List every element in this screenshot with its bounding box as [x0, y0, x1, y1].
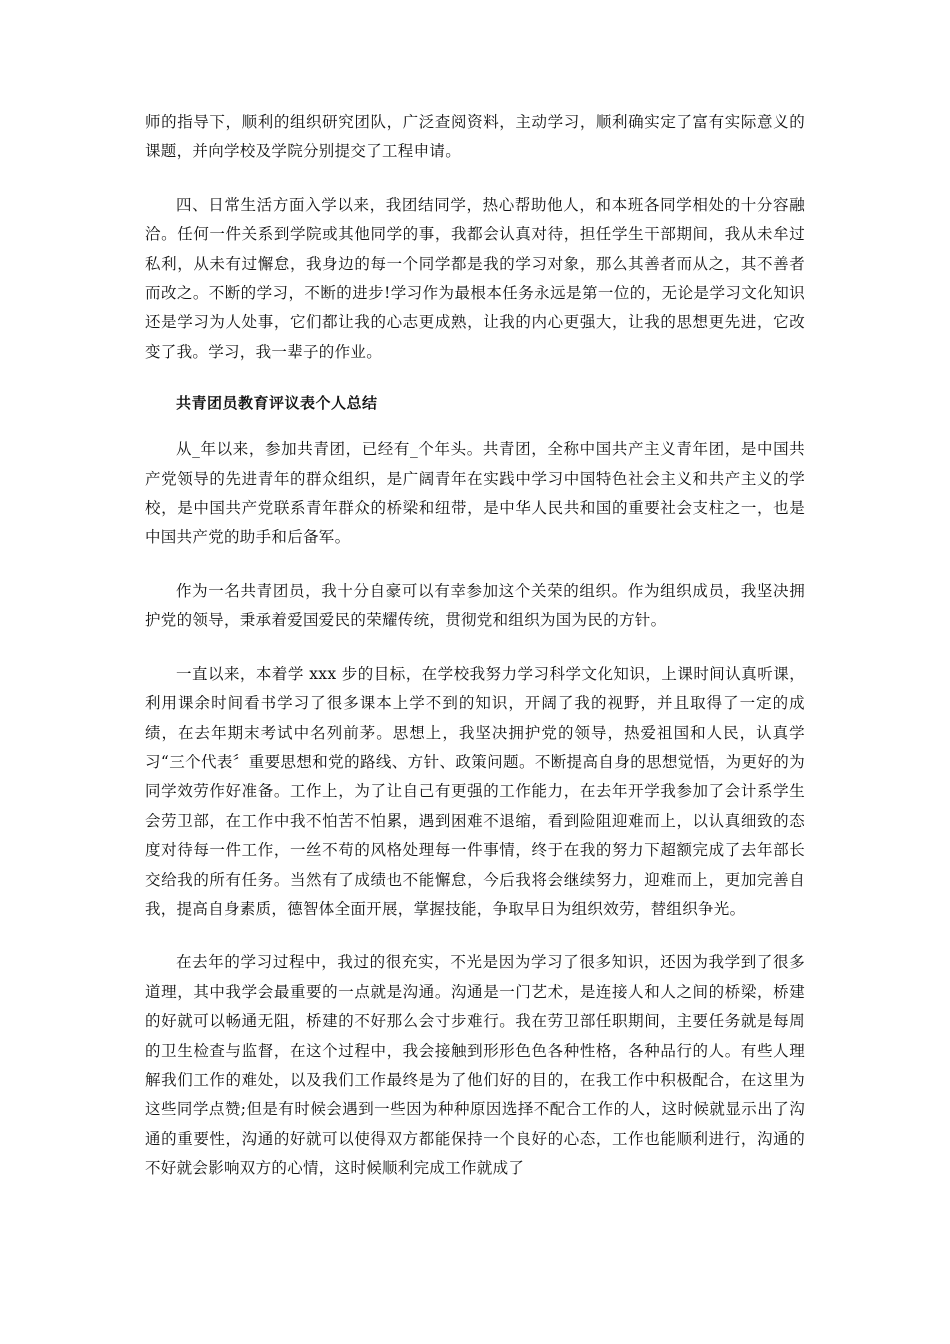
paragraph-member-pride: 作为一名共青团员，我十分自豪可以有幸参加这个关荣的组织。作为组织成员，我坚决拥护党的领导，秉承着爱国爱民的荣耀传统，贯彻党和组织为国为民的方针。: [145, 581, 805, 630]
paragraph-league-intro: 从_年以来，参加共青团，已经有_个年头。共青团，全称中国共产主义青年团，是中国共产党领导的先进青年的群众组织，是广阔青年在实践中学习中国特色社会主义和共产主义的学校，是中国共产党联系青年群众的桥梁和纽带，是中华人民共和国的重要社会支柱之一，也是中国共产党的助手和后备军。: [145, 440, 805, 547]
paragraph-daily-life: 四、日常生活方面入学以来，我团结同学，热心帮助他人，和本班各同学相处的十分容融洽。任何一件关系到学院或其他同学的事，我都会认真对待，担任学生干部期间，我从未牟过私利，从未有过懈怠，我身边的每一个同学都是我的学习对象，那么其善者而从之，其不善者而改之。不断的学习，不断的进步!学习作为最根本任务永远是第一位的，无论是学习文化知识还是学习为人处事，它们都让我的心志更成熟，让我的内心更强大，让我的思想更先进，它改变了我。学习，我一辈子的作业。: [145, 195, 805, 361]
paragraph-continued: 师的指导下，顺利的组织研究团队，广泛查阅资料，主动学习，顺利确实定了富有实际意义的课题，并向学校及学院分别提交了工程申请。: [145, 113, 805, 161]
paragraph-communication: 在去年的学习过程中，我过的很充实，不光是因为学习了很多知识，还因为我学到了很多道理，其中我学会最重要的一点就是沟通。沟通是一门艺术，是连接人和人之间的桥梁，桥建的好就可以畅通无阻，桥建的不好那么会寸步难行。我在劳卫部任职期间，主要任务就是每周的卫生检查与监督，在这个过程中，我会接触到形形色色各种性格，各种品行的人。有些人理解我们工作的难处，以及我们工作最终是为了他们好的目的，在我工作中积极配合，在这里为这些同学点赞;但是有时候会遇到一些因为种种原因选择不配合工作的人，这时候就显示出了沟通的重要性，沟通的好就可以使得双方都能保持一个良好的心态，工作也能顺利进行，沟通的不好就会影响双方的心情，这时候顺利完成工作就成了: [145, 953, 805, 1178]
paragraph-study-work: 一直以来，本着学 xxx 步的目标，在学校我努力学习科学文化知识，上课时间认真听课，利用课余时间看书学习了很多课本上学不到的知识，开阔了我的视野，并且取得了一定的成绩，在去年期末考试中名列前茅。思想上，我坚决拥护党的领导，热爱祖国和人民，认真学习“三个代表〞重要思想和党的路线、方针、政策问题。不断提高自身的思想觉悟，为更好的为同学效劳作好准备。工作上，为了让自己有更强的工作能力，在去年开学我参加了会计系学生会劳卫部，在工作中我不怕苦不怕累，遇到困难不退缩，看到险阻迎难而上，以认真细致的态度对待每一件工作，一丝不苟的风格处理每一件事情，终于在我的努力下超额完成了去年部长交给我的所有任务。当然有了成绩也不能懈怠，今后我将会继续努力，迎难而上，更加完善自我，提高自身素质，德智体全面开展，掌握技能，争取早日为组织效劳，替组织争光。: [145, 664, 805, 918]
document-page: [145, 108, 805, 1184]
section-heading: 共青团员教育评议表个人总结: [176, 394, 378, 413]
